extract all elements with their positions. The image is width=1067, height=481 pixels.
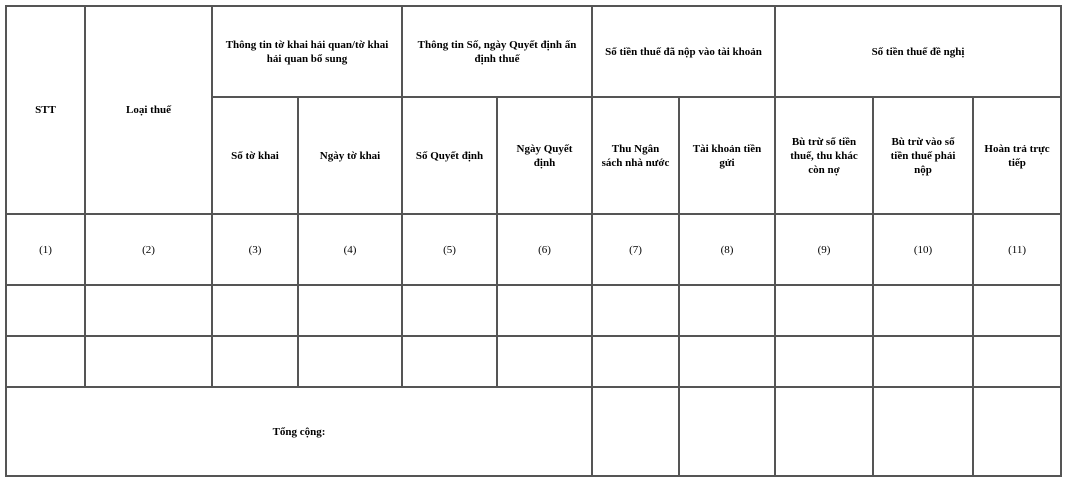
column-number: (10) xyxy=(873,214,973,285)
empty-cell xyxy=(85,336,212,387)
empty-cell xyxy=(592,336,679,387)
empty-cell xyxy=(402,336,497,387)
header-group-paid: Số tiền thuế đã nộp vào tài khoản xyxy=(592,6,775,97)
empty-cell xyxy=(402,285,497,336)
empty-cell xyxy=(679,336,775,387)
column-number: (3) xyxy=(212,214,298,285)
header-deposit-account: Tài khoản tiền gửi xyxy=(679,97,775,214)
empty-cell xyxy=(973,336,1061,387)
empty-cell xyxy=(873,336,973,387)
header-state-budget: Thu Ngân sách nhà nước xyxy=(592,97,679,214)
empty-cell xyxy=(85,285,212,336)
column-number: (1) xyxy=(6,214,85,285)
column-number: (7) xyxy=(592,214,679,285)
table-row xyxy=(6,285,1061,336)
header-direct-refund: Hoàn trả trực tiếp xyxy=(973,97,1061,214)
empty-cell xyxy=(212,336,298,387)
column-number: (8) xyxy=(679,214,775,285)
empty-cell xyxy=(679,387,775,476)
column-number: (4) xyxy=(298,214,402,285)
empty-cell xyxy=(592,285,679,336)
column-number-row xyxy=(6,214,1061,285)
column-number: (5) xyxy=(402,214,497,285)
empty-cell xyxy=(775,336,873,387)
empty-cell xyxy=(212,285,298,336)
column-number: (6) xyxy=(497,214,592,285)
empty-cell xyxy=(592,387,679,476)
header-decision-number: Số Quyết định xyxy=(402,97,497,214)
empty-cell xyxy=(497,285,592,336)
header-offset-debt: Bù trừ số tiền thuế, thu khác còn nợ xyxy=(775,97,873,214)
header-declaration-date: Ngày tờ khai xyxy=(298,97,402,214)
empty-cell xyxy=(775,387,873,476)
empty-cell xyxy=(775,285,873,336)
header-offset-payable: Bù trừ vào số tiền thuế phải nộp xyxy=(873,97,973,214)
empty-cell xyxy=(6,336,85,387)
empty-cell xyxy=(679,285,775,336)
column-number: (9) xyxy=(775,214,873,285)
table-row xyxy=(6,336,1061,387)
header-group-declaration: Thông tin tờ khai hải quan/tờ khai hải quan bổ sung xyxy=(212,6,402,97)
total-label: Tổng cộng: xyxy=(6,387,592,476)
tax-refund-table xyxy=(5,5,1062,477)
header-tax-type: Loại thuế xyxy=(85,6,212,214)
header-decision-date: Ngày Quyết định xyxy=(497,97,592,214)
empty-cell xyxy=(298,336,402,387)
column-number: (2) xyxy=(85,214,212,285)
column-number: (11) xyxy=(973,214,1061,285)
empty-cell xyxy=(298,285,402,336)
header-group-request: Số tiền thuế đề nghị xyxy=(775,6,1061,97)
total-row xyxy=(6,387,1061,476)
header-stt: STT xyxy=(6,6,85,214)
header-group-decision: Thông tin Số, ngày Quyết định ấn định thuế xyxy=(402,6,592,97)
empty-cell xyxy=(973,387,1061,476)
empty-cell xyxy=(497,336,592,387)
empty-cell xyxy=(973,285,1061,336)
empty-cell xyxy=(873,285,973,336)
empty-cell xyxy=(6,285,85,336)
header-declaration-number: Số tờ khai xyxy=(212,97,298,214)
empty-cell xyxy=(873,387,973,476)
